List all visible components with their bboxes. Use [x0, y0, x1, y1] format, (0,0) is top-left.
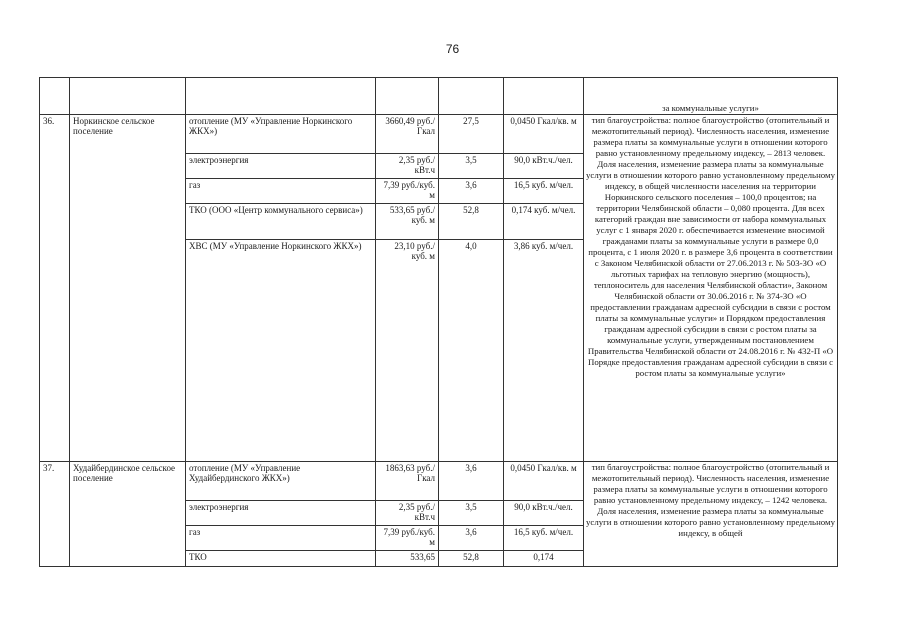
- tariff-value: 533,65 руб./куб. м: [376, 204, 439, 240]
- settlement-note: тип благоустройства: полное благоустройство (отопительный и межотопительный период). Численность населения, изменение размера платы за коммунальные услуги в отношении которого равно установленному предельному индексу, – 2813 человек. Доля населения, изменение размера платы за коммунальные услуги в отношении которого равно установленному предельному индексу, в общей численности населения на территории Норкинского сельского поселения – 100,0 процентов; на территории Челябинской области – 0,080 процента. Для всех категорий граждан вне зависимости от набора коммунальных услуг с 1 января 2020 г. обеспечивается изменение вносимой гражданами платы за коммунальные услуги в размере 0,0 процента, с 1 июля 2020 г. в размере 3,6 процента в соответствии с Законом Челябинской области от 27.06.2013 г. № 503-ЗО «О льготных тарифах на тепловую энергию (мощность), теплоноситель для населения Челябинской области», Законом Челябинской области от 30.06.2016 г. № 374-ЗО «О предоставлении гражданам адресной субсидии в связи с ростом платы за коммунальные услуги» и Порядком предоставления гражданам адресной субсидии в связи с ростом платы за коммунальные услуги, утвержденным постановлением Правительства Челябинской области от 24.08.2016 г. № 432-П «О Порядке предоставления гражданам адресной субсидии в связи с ростом платы за коммунальные услуги»: [584, 115, 838, 462]
- tariff-value: 7,39 руб./куб. м: [376, 179, 439, 204]
- percent-value: 4,0: [439, 240, 504, 462]
- service-name: ХВС (МУ «Управление Норкинского ЖКХ»): [186, 240, 376, 462]
- table-row: [40, 115, 838, 154]
- tariff-value: 533,65: [376, 551, 439, 567]
- page-number: 76: [445, 42, 460, 56]
- service-name: электроэнергия: [186, 154, 376, 179]
- service-name: газ: [186, 179, 376, 204]
- tariff-value: 23,10 руб./куб. м: [376, 240, 439, 462]
- norm-value: 90,0 кВт.ч./чел.: [504, 154, 584, 179]
- norm-value: 0,174 куб. м/чел.: [504, 204, 584, 240]
- norm-value: 16,5 куб. м/чел.: [504, 526, 584, 551]
- percent-value: 52,8: [439, 551, 504, 567]
- service-name: ТКО: [186, 551, 376, 567]
- norm-value: 0,0450 Гкал/кв. м: [504, 115, 584, 154]
- tariff-value: 2,35 руб./кВт.ч: [376, 501, 439, 526]
- carry-over-note: за коммунальные услуги»: [584, 78, 838, 115]
- service-name: отопление (МУ «Управление Худайбердинского ЖКХ»): [186, 462, 376, 501]
- tariff-value: 2,35 руб./кВт.ч: [376, 154, 439, 179]
- percent-value: 3,5: [439, 154, 504, 179]
- norm-value: 3,86 куб. м/чел.: [504, 240, 584, 462]
- settlement-note: тип благоустройства: полное благоустройство (отопительный и межотопительный период). Численность населения, изменение размера платы за коммунальные услуги в отношении которого равно установленному предельному индексу, – 1242 человека. Доля населения, изменение размера платы за коммунальные услуги в отношении которого равно установленному предельному индексу, в общей: [584, 462, 838, 567]
- service-name: газ: [186, 526, 376, 551]
- percent-value: 3,6: [439, 462, 504, 501]
- tariff-value: 1863,63 руб./Гкал: [376, 462, 439, 501]
- percent-value: 27,5: [439, 115, 504, 154]
- settlement-name: Норкинское сельское поселение: [70, 115, 186, 462]
- norm-value: 90,0 кВт.ч./чел.: [504, 501, 584, 526]
- row-number: 37.: [40, 462, 70, 567]
- percent-value: 3,6: [439, 179, 504, 204]
- service-name: ТКО (ООО «Центр коммунального сервиса»): [186, 204, 376, 240]
- tariff-value: 3660,49 руб./Гкал: [376, 115, 439, 154]
- percent-value: 3,6: [439, 526, 504, 551]
- percent-value: 3,5: [439, 501, 504, 526]
- service-name: отопление (МУ «Управление Норкинского ЖКХ»): [186, 115, 376, 154]
- norm-value: 16,5 куб. м/чел.: [504, 179, 584, 204]
- percent-value: 52,8: [439, 204, 504, 240]
- service-name: электроэнергия: [186, 501, 376, 526]
- norm-value: 0,174: [504, 551, 584, 567]
- table-row: [40, 462, 838, 501]
- norm-value: 0,0450 Гкал/кв. м: [504, 462, 584, 501]
- carry-over-row: [40, 78, 838, 115]
- tariff-value: 7,39 руб./куб. м: [376, 526, 439, 551]
- row-number: 36.: [40, 115, 70, 462]
- tariff-table: [39, 77, 838, 567]
- settlement-name: Худайбердинское сельское поселение: [70, 462, 186, 567]
